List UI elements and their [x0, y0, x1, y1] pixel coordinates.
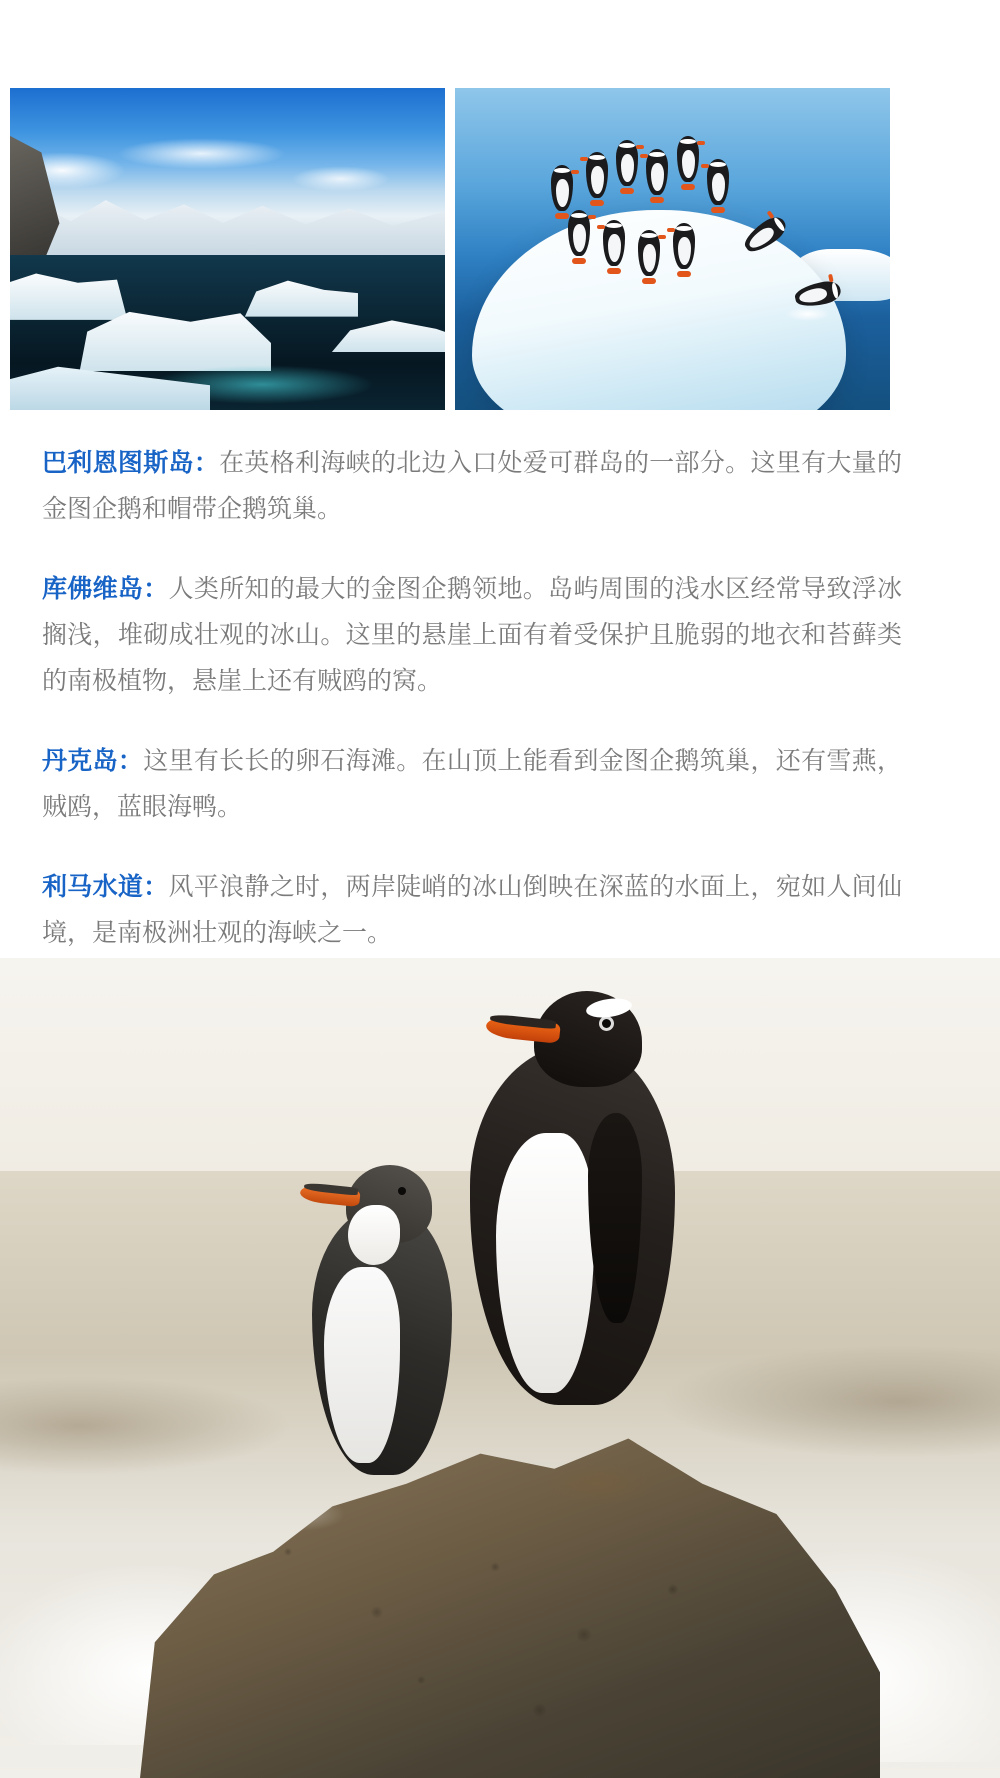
list-item [42, 440, 902, 532]
penguin [616, 140, 638, 194]
entry-term: 库佛维岛 [42, 575, 144, 603]
entry-text: 在英格利海峡的北边入口处爱可群岛的一部分。这里有大量的金图企鹅和帽带企鹅筑巢。 [42, 449, 902, 523]
entry-separator: ： [143, 873, 169, 901]
list-item [42, 864, 902, 956]
entry-separator: ： [143, 575, 169, 603]
penguin [603, 220, 625, 274]
gentoo-penguin-adult-and-chick-photo [0, 958, 1000, 1778]
entry-text: 人类所知的最大的金图企鹅领地。岛屿周围的浅水区经常导致浮冰搁浅，堆砌成壮观的冰山。这里的悬崖上面有着受保护且脆弱的地衣和苔藓类的南极植物，悬崖上还有贼鸥的窝。 [42, 575, 902, 695]
gentoo-penguins-on-iceberg-photo [455, 88, 890, 410]
entry-text: 这里有长长的卵石海滩。在山顶上能看到金图企鹅筑巢，还有雪燕，贼鸥，蓝眼海鸭。 [42, 747, 902, 821]
penguin [586, 152, 608, 206]
entry-term: 利马水道 [42, 873, 144, 901]
antarctic-channel-icebergs-photo [10, 88, 445, 410]
penguin [646, 149, 668, 203]
penguin [568, 210, 590, 264]
penguin-chick [290, 1147, 470, 1477]
list-item [42, 566, 902, 704]
entry-separator: ： [193, 449, 220, 477]
penguin [673, 223, 695, 277]
penguin [638, 230, 660, 284]
entry-term: 丹克岛 [42, 747, 118, 775]
penguin [707, 159, 729, 213]
penguin [677, 136, 699, 190]
top-photo-row [10, 88, 890, 410]
article-body [42, 440, 902, 956]
sky-clouds [10, 120, 445, 204]
entry-text: 风平浪静之时，两岸陡峭的冰山倒映在深蓝的水面上，宛如人间仙境，是南极洲壮观的海峡之一。 [42, 873, 902, 947]
water-splash [786, 307, 830, 321]
list-item [42, 738, 902, 830]
adult-penguin [460, 983, 690, 1413]
entry-term: 巴利恩图斯岛 [42, 449, 194, 477]
entry-separator: ： [117, 747, 144, 775]
